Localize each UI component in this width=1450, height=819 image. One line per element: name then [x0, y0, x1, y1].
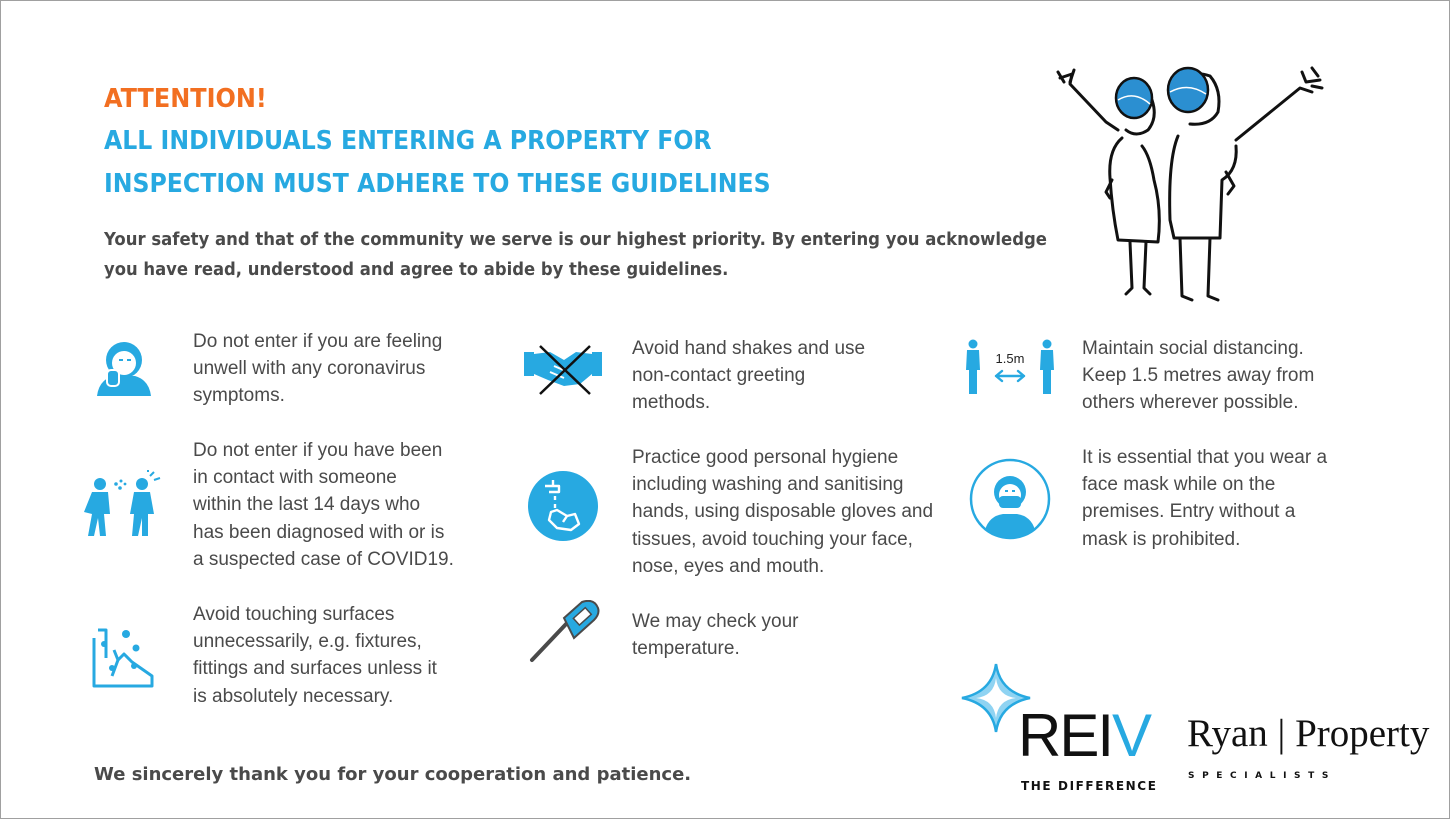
guideline-2-text: Do not enter if you have been in contact with someone within the last 14 days who has been diagnosed with or is a suspected case of COVID19.	[193, 440, 454, 570]
guideline-7-text: Maintain social distancing. Keep 1.5 metres away from others wherever possible.	[1082, 338, 1315, 414]
intro-line-1: Your safety and that of the community we serve is our highest priority. By entering you acknowledge	[104, 229, 1047, 250]
ryan-property-logo-text: Ryan | Property	[1187, 712, 1430, 755]
title-line-1: ALL INDIVIDUALS ENTERING A PROPERTY FOR	[104, 126, 712, 156]
attention-heading: ATTENTION!	[104, 84, 267, 114]
reiv-logo-text: REIV	[1018, 702, 1151, 769]
sick-person-icon	[93, 336, 155, 398]
hand-washing-icon	[527, 470, 599, 542]
ryan-property-tagline: SPECIALISTS	[1188, 771, 1336, 781]
hand-germs-icon	[92, 628, 156, 690]
sneezing-contact-icon	[82, 470, 162, 540]
title-line-2: INSPECTION MUST ADHERE TO THESE GUIDELINES	[104, 169, 771, 199]
distance-label: 1.5m	[995, 351, 1025, 366]
thank-you-message: We sincerely thank you for your cooperation and patience.	[94, 764, 692, 785]
intro-line-2: you have read, understood and agree to abide by these guidelines.	[104, 259, 729, 280]
reiv-tagline: THE DIFFERENCE	[1021, 779, 1158, 793]
guideline-4-text: Avoid hand shakes and use non-contact greeting methods.	[632, 338, 866, 414]
guideline-5-text: Practice good personal hygiene including washing and sanitising hands, using disposable gloves and tissues, avoid touching your face, nose, eyes and mouth.	[632, 447, 934, 577]
guideline-8-text: It is essential that you wear a face mask while on the premises. Entry without a mask is prohibited.	[1082, 447, 1328, 550]
guideline-6-text: We may check your temperature.	[632, 611, 799, 660]
social-distance-icon	[962, 338, 1058, 398]
thermometer-icon	[528, 600, 602, 664]
face-mask-icon	[969, 458, 1051, 540]
guideline-1-text: Do not enter if you are feeling unwell with any coronavirus symptoms.	[193, 331, 443, 407]
no-handshake-icon	[524, 344, 602, 396]
masked-couple-illustration	[1050, 60, 1330, 305]
guideline-3-text: Avoid touching surfaces unnecessarily, e.g. fixtures, fittings and surfaces unless it is absolutely necessary.	[193, 604, 437, 707]
